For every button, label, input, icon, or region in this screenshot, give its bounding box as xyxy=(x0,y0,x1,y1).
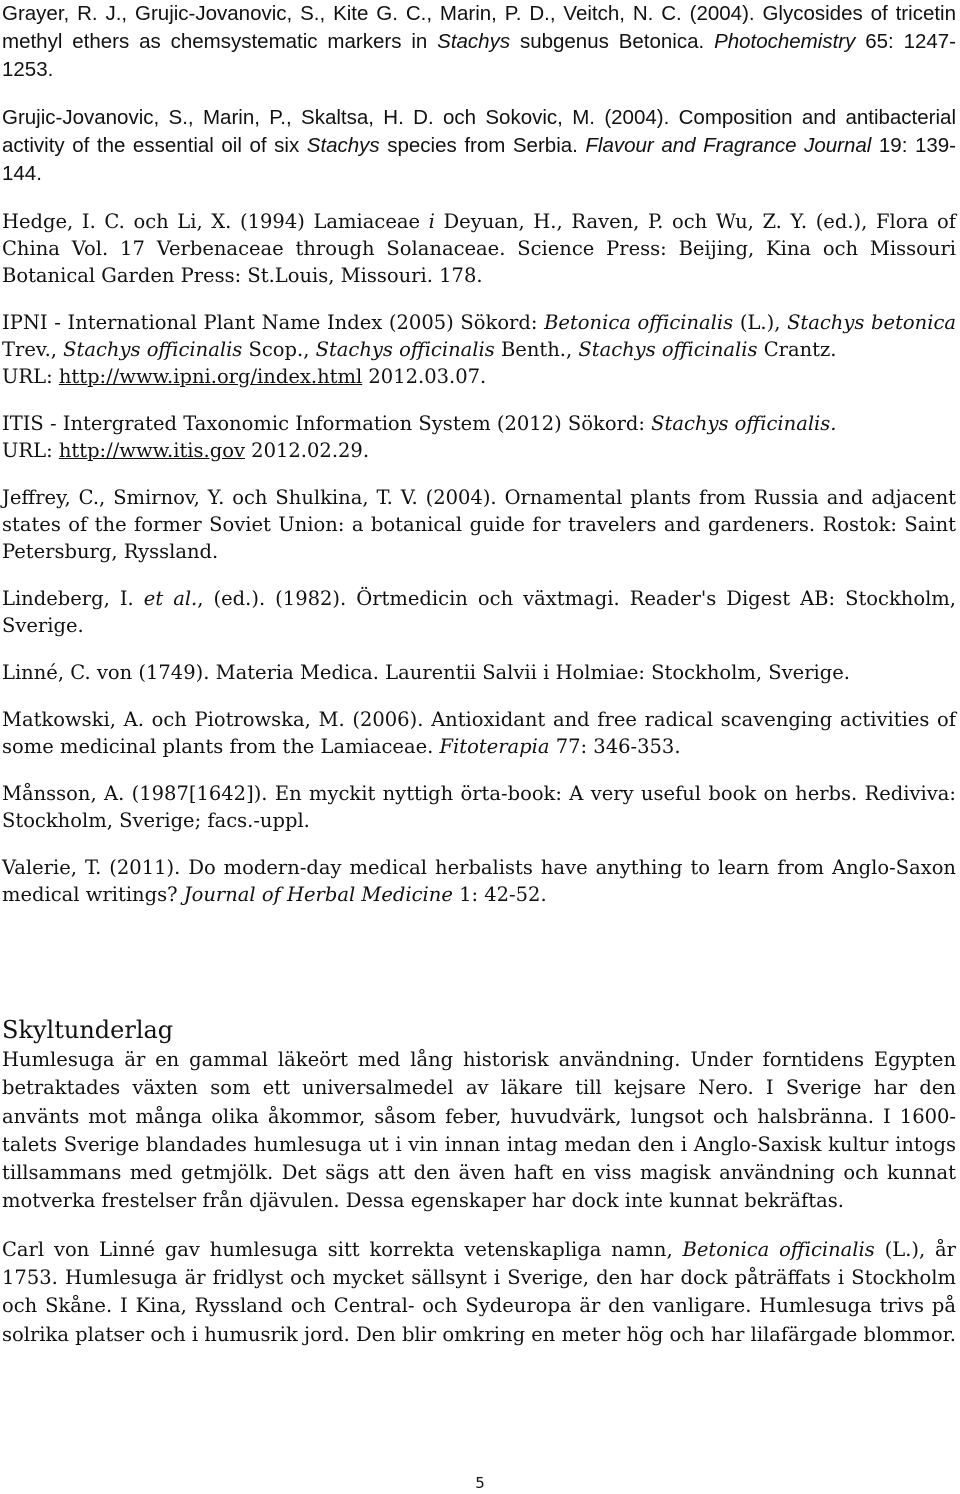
reference-text: Linné, C. von (1749). Materia Medica. Laurentii Salvii i Holmiae: Stockholm, Sverige. xyxy=(2,661,850,684)
reference-text: (L.), xyxy=(733,311,788,334)
reference-matkowski xyxy=(2,706,956,760)
species-name: Stachys betonica xyxy=(787,311,956,334)
reference-text: Crantz. xyxy=(757,338,837,361)
itis-link[interactable]: http://www.itis.gov xyxy=(58,439,245,462)
reference-text: Grayer, R. J., Grujic-Jovanovic, S., Kite G. C., Marin, P. D., Veitch, N. C. (2004). Glycosides of tricetin methyl ethers as chemsystematic markers in xyxy=(2,2,956,53)
journal-name: Journal of Herbal Medicine xyxy=(183,883,453,906)
reference-text: , (ed.). (1982). Örtmedicin och växtmagi. Reader's Digest AB: Stockholm, Sverige. xyxy=(2,587,956,637)
species-name: Stachys officinalis xyxy=(578,338,758,361)
reference-text: 19: 139-144. xyxy=(2,134,956,185)
reference-linne xyxy=(2,659,956,686)
ipni-link[interactable]: http://www.ipni.org/index.html xyxy=(58,365,363,388)
reference-italic: i xyxy=(428,210,435,233)
reference-text: Scop., xyxy=(242,338,316,361)
reference-grujic xyxy=(2,104,956,188)
reference-text: species from Serbia. xyxy=(379,134,586,157)
reference-hedge xyxy=(2,208,956,289)
page-number: 5 xyxy=(475,1474,485,1492)
access-date: 2012.02.29. xyxy=(244,439,370,462)
reference-text: IPNI - International Plant Name Index (2005) Sökord: xyxy=(2,311,545,334)
reference-jeffrey xyxy=(2,484,956,565)
paragraph-text: (L.), år 1753. Humlesuga är fridlyst och mycket sällsynt i Sverige, den har dock påträffats i Stockholm och Skåne. I Kina, Ryssland och Central- och Sydeuropa är den vanligare. Humlesuga trivs på solrika platser och i humusrik jord. Den blir omkring en meter hög och har lilafärgade blommor. xyxy=(2,1237,956,1346)
reference-list xyxy=(2,0,956,908)
reference-text: Grujic-Jovanovic, S., Marin, P., Skaltsa, H. D. och Sokovic, M. (2004). Composition and antibacterial activity of the essential oil of six xyxy=(2,106,956,157)
reference-text: Benth., xyxy=(494,338,579,361)
reference-italic: Stachys xyxy=(437,30,511,53)
reference-italic: et al. xyxy=(143,587,198,610)
paragraph-text: Carl von Linné gav humlesuga sitt korrekta vetenskapliga namn, xyxy=(2,1237,683,1261)
reference-text: Deyuan, H., Raven, P. och Wu, Z. Y. (ed.), Flora of China Vol. 17 Verbenaceae through Solanaceae. Science Press: Beijing, Kina och Missouri Botanical Garden Press: St.Louis, Missouri. 178. xyxy=(2,210,956,287)
reference-ipni xyxy=(2,309,956,390)
journal-name: Flavour and Fragrance Journal xyxy=(585,134,872,157)
reference-text: Jeffrey, C., Smirnov, Y. och Shulkina, T. V. (2004). Ornamental plants from Russia and adjacent states of the former Soviet Union: a botanical guide for travelers and gardeners. Rostok: Saint Petersburg, Ryssland. xyxy=(2,486,956,563)
reference-text: Månsson, A. (1987[1642]). En myckit nyttigh örta-book: A very useful book on herbs. Rediviva: Stockholm, Sverige; facs.-uppl. xyxy=(2,782,956,832)
reference-text: Lindeberg, I. xyxy=(2,587,144,610)
species-name: Betonica officinalis xyxy=(682,1237,875,1261)
reference-text: Matkowski, A. och Piotrowska, M. (2006). Antioxidant and free radical scavenging activities of some medicinal plants from the Lamiaceae. xyxy=(2,708,956,758)
reference-italic: Stachys xyxy=(306,134,380,157)
reference-text: 1: 42-52. xyxy=(452,883,547,906)
section-paragraph-1: Humlesuga är en gammal läkeört med lång historisk användning. Under forntidens Egypten betraktades växten som ett universalmedel av läkare till kejsare Nero. I Sverige har den använts mot många olika åkommor, såsom feber, huvudvärk, lungsot och halsbränna. I 1600-talets Sverige blandades humlesuga ut i vin innan intag medan den i Anglo-Saxisk kultur intogs tillsammans med getmjölk. Det sägs att den även haft en viss magisk användning och kunnat motverka frestelser från djävulen. Dessa egenskaper har dock inte kunnat bekräftas. xyxy=(2,1048,956,1213)
url-label: URL: xyxy=(2,439,59,462)
section-heading: Skyltunderlag xyxy=(2,1016,174,1044)
reference-text: 77: 346-353. xyxy=(549,735,681,758)
journal-name: Photochemistry xyxy=(714,30,856,53)
journal-name: Fitoterapia xyxy=(439,735,550,758)
reference-text: Trev., xyxy=(2,338,64,361)
reference-valerie xyxy=(2,854,956,908)
reference-text: ITIS - Intergrated Taxonomic Information System (2012) Sökord: xyxy=(2,412,652,435)
species-name: Betonica officinalis xyxy=(544,311,734,334)
reference-grayer xyxy=(2,0,956,84)
reference-text: Hedge, I. C. och Li, X. (1994) Lamiaceae xyxy=(2,210,429,233)
reference-lindeberg xyxy=(2,585,956,639)
reference-itis xyxy=(2,410,956,464)
url-label: URL: xyxy=(2,365,59,388)
access-date: 2012.03.07. xyxy=(362,365,487,388)
reference-text: Valerie, T. (2011). Do modern-day medical herbalists have anything to learn from Anglo-Saxon medical writings? xyxy=(2,856,956,906)
reference-text: 65: 1247-1253. xyxy=(2,30,957,81)
skyltunderlag-section xyxy=(2,1014,956,1349)
species-name: Stachys officinalis xyxy=(63,338,243,361)
reference-text: subgenus Betonica. xyxy=(510,30,715,53)
section-paragraph-2 xyxy=(2,1236,956,1349)
species-name: Stachys officinalis xyxy=(315,338,495,361)
reference-mansson xyxy=(2,780,956,834)
species-name: Stachys officinalis. xyxy=(651,412,837,435)
